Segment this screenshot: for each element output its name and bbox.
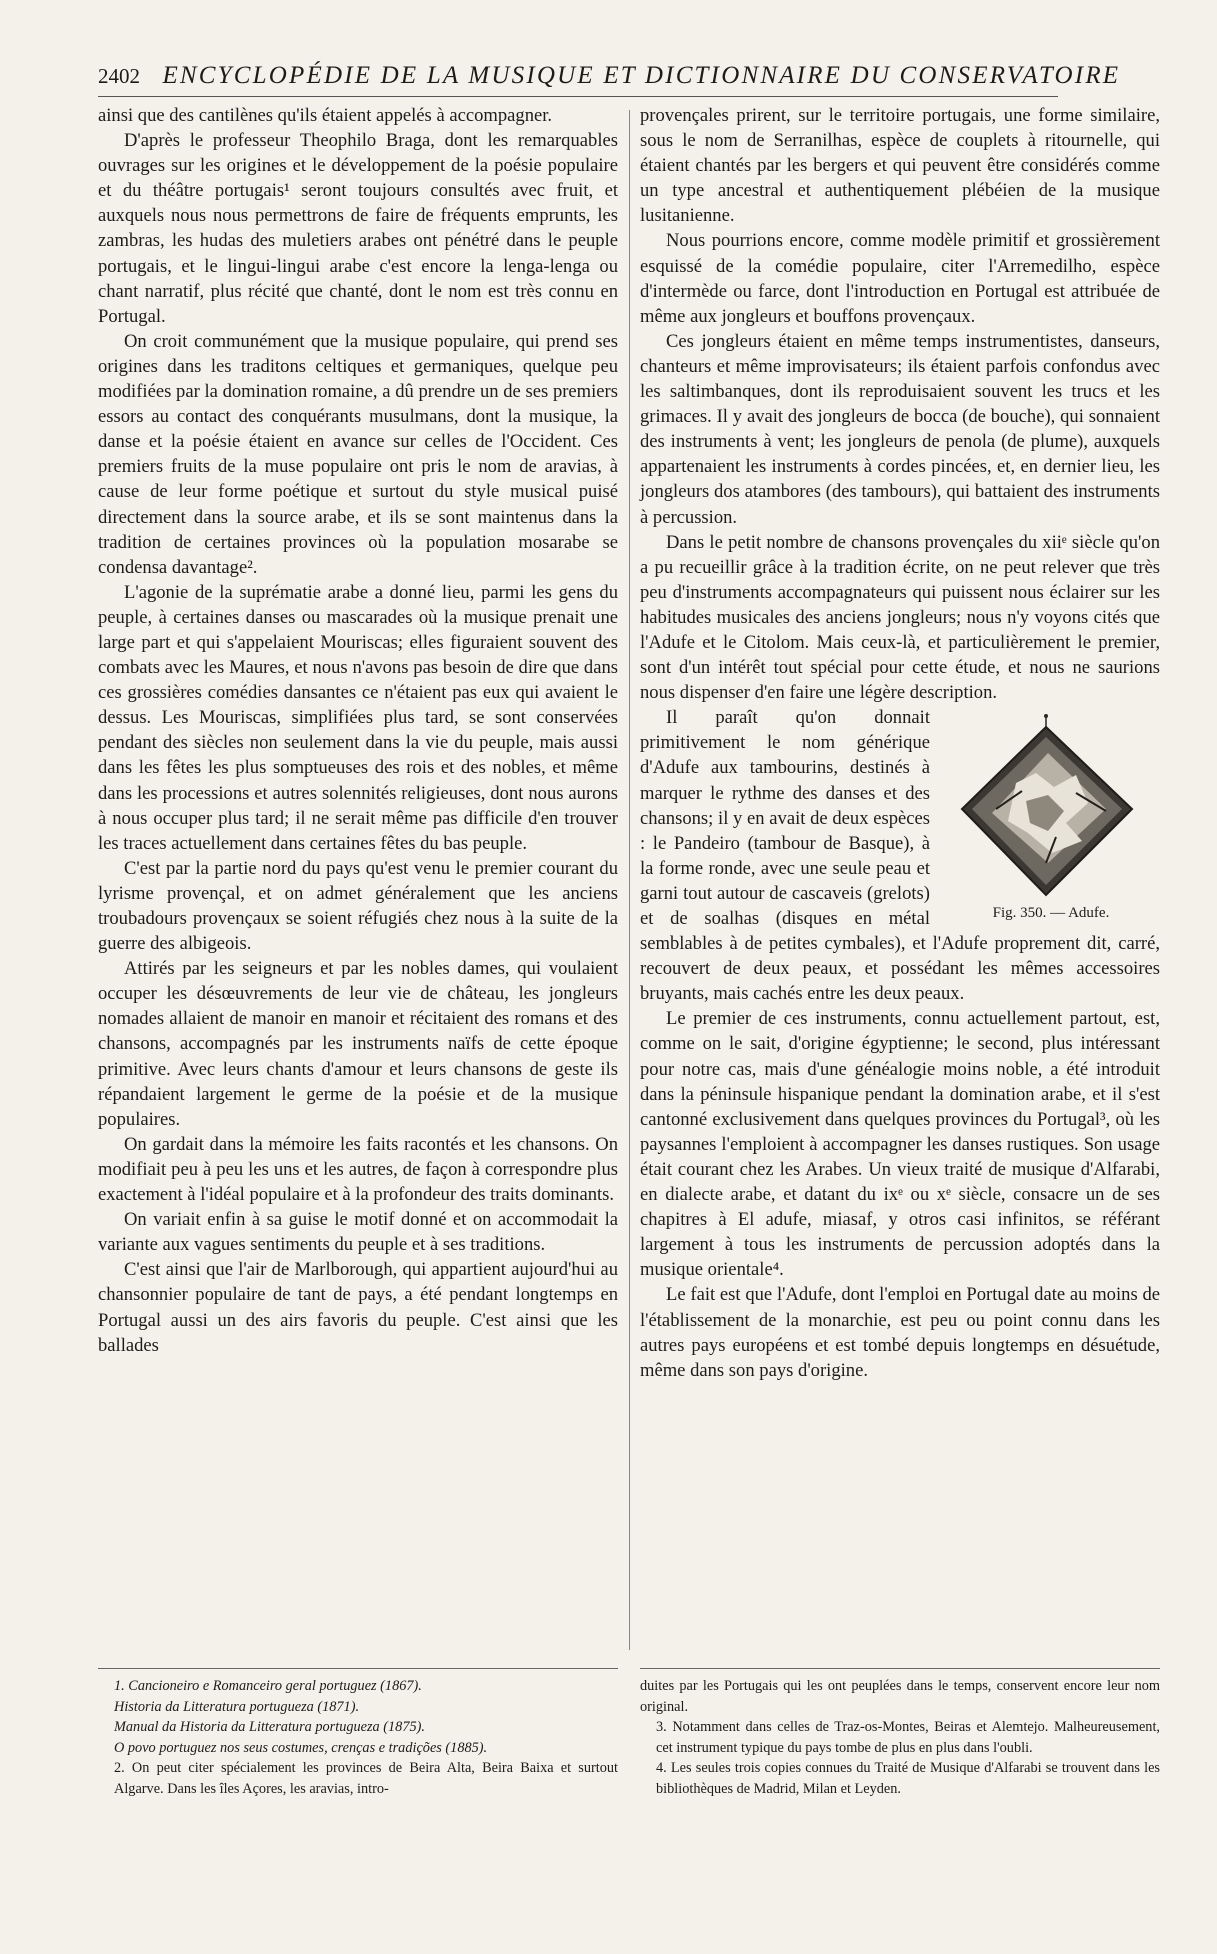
figure-caption: Fig. 350. — Adufe.	[992, 905, 1110, 922]
paragraph: C'est par la partie nord du pays qu'est venu le premier courant du lyrisme provençal, et on admet généralement que les anciens troubadours provençaux se soient réfugiés chez nous à la suite de la guerre des albigeois.	[98, 857, 618, 955]
footnote: 1. Cancioneiro e Romanceiro geral portuguez (1867).	[114, 1678, 422, 1694]
right-column	[640, 103, 1160, 1655]
paragraph: C'est ainsi que l'air de Marlborough, qui appartient aujourd'hui au chansonnier populaire de tant de pays, a été pendant longtemps en Portugal aussi un des airs favoris du peuple. C'est ainsi que les ballades	[98, 1259, 618, 1356]
paragraph: provençales prirent, sur le territoire portugais, une forme similaire, sous le nom de Serranilhas, espèce de couplets à ritournelle, qui étaient chantés par les bergers et qui peuvent être considérés comme un type ancestral et authentiquement plébéien de la musique lusitanienne.	[640, 105, 1160, 227]
paragraph: D'après le professeur Theophilo Braga, dont les remarquables ouvrages sur les origines et le développement de la poésie populaire et du théâtre portugais¹ seront toujours consultés avec fruit, et auxquels nous nous permettrons de faire de fréquents emprunts, les zambras, les hudas des muletiers arabes ont pénétré dans le peuple portugais, et le lingui-lingui arabe c'est encore la lenga-lenga ou chant narratif, plus récité que chanté, dont le nom est très connu en Portugal.	[98, 130, 618, 327]
paragraph: Ces jongleurs étaient en même temps instrumentistes, danseurs, chanteurs et même improvisateurs; ils étaient parfois confondus avec les saltimbanques, dont ils reproduisaient souvent les trucs et les grimaces. Il y avait des jongleurs de bocca (de bouche), qui sonnaient des instruments à vent; les jongleurs de penola (de plume), auxquels appartenaient les instruments à cordes pincées, et, en dernier lieu, les jongleurs dos atambores (des tambours), qui battaient des instruments à percussion.	[640, 330, 1160, 528]
paragraph: ainsi que des cantilènes qu'ils étaient appelés à accompagner.	[98, 105, 553, 126]
paragraph: On variait enfin à sa guise le motif donné et on accommodait la variante aux vagues sentiments du peuple et à ses traditions.	[98, 1209, 618, 1256]
footnote: Historia da Litteratura portugueza (1871).	[114, 1698, 360, 1715]
footnote: 3. Notamment dans celles de Traz-os-Montes, Beiras et Alemtejo. Malheureusement, cet instrument typique du pays tombe de plus en plus dans l'oubli.	[656, 1719, 1160, 1756]
header-rule	[98, 96, 1058, 97]
paragraph: Attirés par les seigneurs et par les nobles dames, qui voulaient occuper les désœuvrements de leur vie de château, les jongleurs nomades allaient de manoir en manoir et récitaient des romans et des chansons, accompagnés par les instruments naïfs de cette époque primitive. Avec leurs chants d'amour et leurs chansons de geste ils répandaient largement le germe de la poésie et de la musique populaires.	[98, 958, 618, 1130]
paragraph: Il paraît qu'on donnait primitivement le nom générique d'Adufe aux tambourins, destinés à marquer le rythme des danses et des chansons; il y en avait de deux espèces : le Pandeiro (tambour de Basque), à la forme ronde, avec une seule peau et garni tout autour de cascaveis (grelots) et de soalhas (disques en métal semblables à de petites cymbales), et l'Adufe proprement dit, carré, recouvert de deux peaux, et possédant les mêmes accessoires bruyants, mais cachés entre les deux peaux.	[640, 707, 1160, 1005]
column-divider	[629, 110, 630, 1650]
footnote-rule-right	[640, 1668, 1160, 1669]
paragraph: Le fait est que l'Adufe, dont l'emploi en Portugal date au moins de l'établissement de la monarchie, est peu ou point connu dans les autres pays européens et est tombé depuis longtemps en désuétude, même dans son pays d'origine.	[640, 1284, 1160, 1381]
page-number: 2402	[98, 64, 140, 88]
running-header	[98, 62, 1121, 96]
footnote: Manual da Historia da Litteratura portugueza (1875).	[114, 1719, 425, 1735]
footnote: 4. Les seules trois copies connues du Traité de Musique d'Alfarabi se trouvent dans les bibliothèques de Madrid, Milan et Leyden.	[656, 1760, 1160, 1797]
paragraph: On croit communément que la musique populaire, qui prend ses origines dans les traditons celtiques et germaniques, quelque peu modifiées par la domination romaine, a dû prendre un de ses premiers essors au contact des conquérants musulmans, dont la musique, la danse et la poésie étaient en avance sur celles de l'Occident. Ces premiers fruits de la muse populaire ont pris le nom de aravias, à cause de leur forme poétique et surtout du style musical puisé directement dans la source arabe, et ils se sont maintenus dans la tradition de certaines provinces où la population mosarabe se condensa davantage².	[98, 330, 618, 578]
footnote: 2. On peut citer spécialement les provinces de Beira Alta, Beira Baixa et surtout Algarve. Dans les îles Açores, les aravias, intro-	[114, 1760, 618, 1797]
footnote: O povo portuguez nos seus costumes, crenças e tradições (1885).	[114, 1739, 488, 1756]
paragraph: Nous pourrions encore, comme modèle primitif et grossièrement esquissé de la comédie populaire, citer l'Arremedilho, espèce d'intermède ou farce, dont l'introduction en Portugal est attribuée de même aux jongleurs et bouffons provençaux.	[640, 230, 1160, 327]
adufe-illustration	[956, 713, 1146, 899]
footnotes-right	[640, 1676, 1160, 1799]
paragraph: Le premier de ces instruments, connu actuellement partout, est, comme on le sait, d'origine égyptienne; le second, plus intéressant pour notre cas, mais d'une généalogie moins noble, a été introduit dans la péninsule hispanique pendant la domination arabe, et il s'est cantonné exclusivement dans quelques provinces du Portugal³, où les paysannes l'emploient à accompagner les danses rustiques. Son usage était courant chez les Arabes. Un vieux traité de musique d'Alfarabi, en dialecte arabe, et datant du ixᵉ ou xᵉ siècle, consacre un de ses chapitres à El adufe, miasaf, y otros casi infinitos, se référant largement à tous les instruments de percussion adoptés dans la musique orientale⁴.	[640, 1008, 1160, 1281]
footnote: duites par les Portugais qui les ont peuplées dans le temps, conservent encore leur nom original.	[640, 1678, 1160, 1715]
paragraph: On gardait dans la mémoire les faits racontés et les chansons. On modifiait peu à peu les uns et les autres, de façon à correspondre plus exactement à l'idéal populaire et à la profondeur des traits dominants.	[98, 1133, 618, 1206]
footnote-rule-left	[98, 1668, 618, 1669]
figure-adufe	[942, 713, 1160, 923]
paragraph: Dans le petit nombre de chansons provençales du xiiᵉ siècle qu'on a pu recueillir grâce à la tradition écrite, on ne peut relever que très peu d'instruments accompagnateurs qui puissent nous éclairer sur les habitudes musicales des anciens jongleurs; nous n'y voyons cités que l'Adufe et le Citolom. Mais ceux-là, et particulièrement le premier, sont d'un intérêt tout spécial pour cette étude, et nous ne saurions nous dispenser d'en faire une légère description.	[640, 531, 1160, 704]
left-column	[98, 103, 618, 1655]
footnotes-left	[98, 1676, 618, 1799]
header-title: ENCYCLOPÉDIE DE LA MUSIQUE ET DICTIONNAIRE DU CONSERVATOIRE	[162, 62, 1121, 89]
paragraph: L'agonie de la suprématie arabe a donné lieu, parmi les gens du peuple, à certaines danses ou mascarades où la musique prenait une large part et qui s'appelaient Mouriscas; elles figuraient souvent des combats avec les Maures, et nous n'avons pas besoin de dire que dans ces grossières comédies dansantes ce n'étaient pas eux qui avaient le dessus. Les Mouriscas, simplifiées plus tard, se sont conservées pendant des siècles non seulement dans la vie du peuple, mais aussi dans les fêtes les plus somptueuses des rois et des nobles, et même dans les processions et autres solennités religieuses, dont nous aurons à nous occuper plus tard; il ne serait même pas difficile d'en trouver les traces actuellement dans certaines fêtes du bas peuple.	[98, 581, 618, 854]
